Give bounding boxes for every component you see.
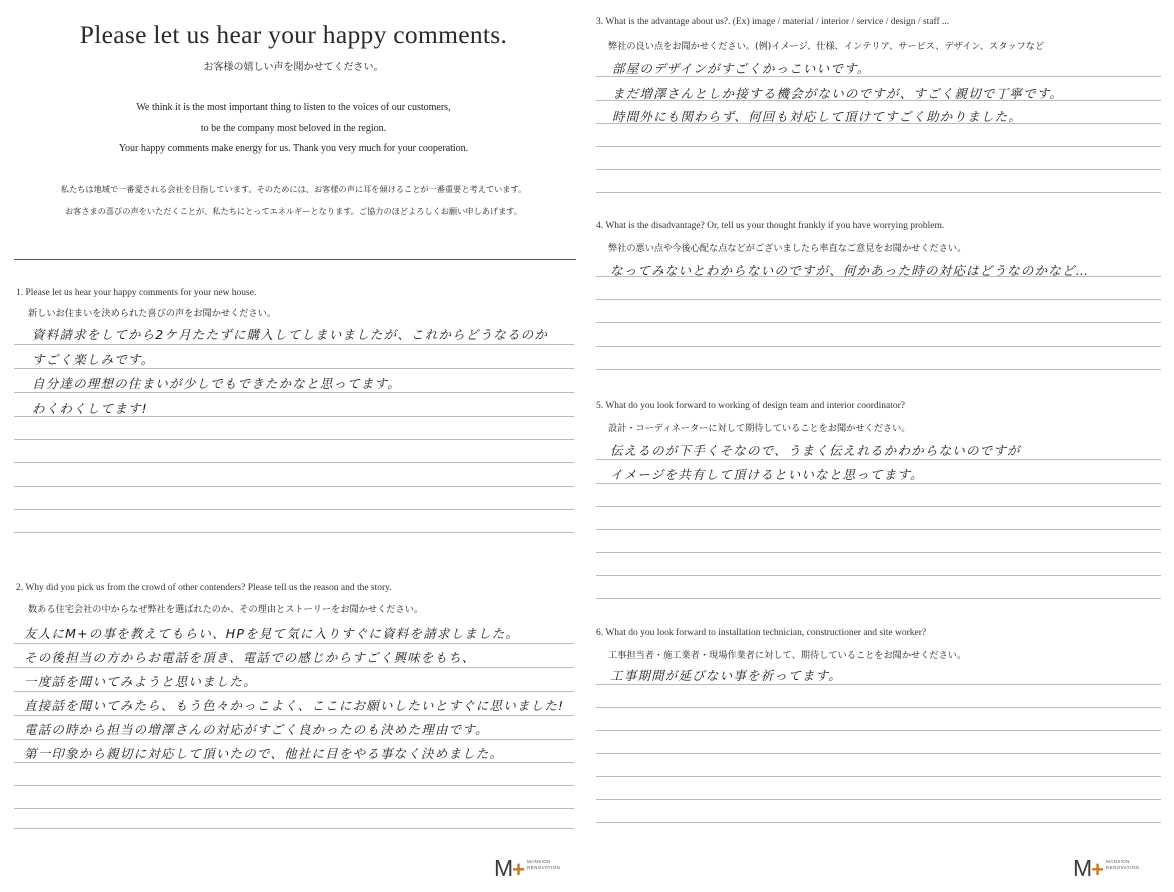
answer-rule (596, 575, 1161, 576)
answer-rule (14, 392, 574, 393)
q2-label-jp: 数ある住宅会社の中からなぜ弊社を選ばれたのか、その理由とストーリーをお聞かせください。 (28, 604, 424, 615)
answer-rule (14, 532, 574, 533)
answer-rule (14, 344, 574, 345)
q2-answer-line: その後担当の方からお電話を頂き、電話での感じからすごく興味をもち、 (24, 650, 476, 665)
answer-rule (14, 739, 574, 740)
q3-label-en: 3. What is the advantage about us?. (Ex) image / material / interior / service / design / staff ... (596, 17, 950, 27)
section-divider (14, 259, 576, 260)
answer-rule (596, 483, 1161, 484)
answer-rule (596, 799, 1161, 800)
q5-label-en: 5. What do you look forward to working of design team and interior coordinator? (596, 401, 906, 411)
answer-rule (14, 462, 574, 463)
q1-answer-line: すごく楽しみです。 (32, 352, 155, 367)
logo-text-line: RENOVATION (1106, 865, 1140, 870)
answer-rule (14, 828, 574, 829)
answer-rule (14, 368, 574, 369)
intro-en-line: We think it is the most important thing to listen to the voices of our customers, (136, 102, 451, 113)
logo-text (1106, 859, 1139, 871)
q1-answer-line: 自分達の理想の住まいが少しでもできたかなと思ってます。 (32, 376, 401, 391)
q2-answer-line: 直接話を聞いてみたら、もう色々かっこよく、ここにお願いしたいとすぐに思いました! (24, 698, 565, 713)
logo-text-line: MANSION (527, 859, 551, 864)
answer-rule (14, 715, 574, 716)
answer-rule (596, 459, 1161, 460)
logo-text-line: MANSION (1106, 859, 1130, 864)
q6-label-jp: 工事担当者・施工業者・現場作業者に対して、期待していることをお聞かせください。 (608, 650, 967, 661)
answer-rule (14, 785, 574, 786)
q1-answer-line: 資料請求をしてから2ケ月たたずに購入してしまいましたが、これからどうなるのか (32, 327, 549, 342)
answer-rule (596, 346, 1161, 347)
answer-rule (596, 146, 1161, 147)
answer-rule (14, 691, 574, 692)
answer-rule (596, 684, 1161, 685)
page-title: Please let us hear your happy comments. (79, 20, 508, 49)
answer-rule (596, 776, 1161, 777)
answer-rule (14, 762, 574, 763)
answer-rule (596, 730, 1161, 731)
answer-rule (14, 486, 574, 487)
logo-text (527, 859, 560, 871)
answer-rule (596, 506, 1161, 507)
answer-rule (596, 552, 1161, 553)
answer-rule (596, 598, 1161, 599)
answer-rule (596, 753, 1161, 754)
answer-rule (596, 369, 1161, 370)
q1-answer-line: わくわくしてます! (32, 401, 148, 416)
answer-rule (596, 276, 1161, 277)
q6-label-en: 6. What do you look forward to installation technician, constructioner and site worker? (596, 628, 927, 638)
logo-plus: + (512, 857, 526, 882)
q2-label-en: 2. Why did you pick us from the crowd of other contenders? Please tell us the reason and the story. (16, 583, 392, 593)
logo-mark: M (1073, 854, 1093, 881)
answer-rule (596, 822, 1161, 823)
answer-rule (14, 509, 574, 510)
answer-rule (596, 123, 1161, 124)
answer-rule (14, 439, 574, 440)
q5-answer-line: 伝えるのが下手くそなので、うまく伝えれるかわからないのですが (610, 443, 1021, 458)
q3-answer-line: 部屋のデザインがすごくかっこいいです。 (612, 61, 871, 76)
q1-label-en: 1. Please let us hear your happy comments for your new house. (16, 288, 257, 298)
intro-jp-line: お客さまの喜びの声をいただくことが、私たちにとってエネルギーとなります。ご協力のほどよろしくお願い申しあげます。 (64, 206, 523, 216)
q5-label-jp: 設計・コーディネーターに対して期待していることをお聞かせください。 (608, 423, 911, 434)
q4-answer-line: なってみないとわからないのですが、何かあった時の対応はどうなのかなど… (610, 263, 1090, 278)
q2-answer-line: 第一印象から親切に対応して頂いたので、他社に目をやる事なく決めました。 (24, 746, 504, 761)
q3-label-jp: 弊社の良い点をお聞かせください。(例)イメージ、仕様、インテリア、サービス、デザイン、スタッフなど (608, 41, 1045, 52)
right-page (587, 0, 1174, 892)
answer-rule (14, 667, 574, 668)
company-logo (494, 856, 560, 880)
answer-rule (14, 416, 574, 417)
answer-rule (14, 808, 574, 809)
intro-jp-line: 私たちは地域で一番愛される会社を目指しています。そのためには、お客様の声に耳を傾けることが一番重要と考えています。 (60, 184, 527, 194)
answer-rule (596, 76, 1161, 77)
intro-en-line: Your happy comments make energy for us. Thank you very much for your cooperation. (118, 143, 469, 154)
answer-rule (596, 100, 1161, 101)
q2-answer-line: 友人にM+の事を教えてもらい、HPを見て気に入りすぐに資料を請求しました。 (24, 626, 520, 641)
q3-answer-line: 時間外にも関わらず、何回も対応して頂けてすごく助かりました。 (612, 109, 1023, 124)
answer-rule (596, 169, 1161, 170)
q4-label-jp: 弊社の悪い点や今後心配な点などがございましたら率直なご意見をお聞かせください。 (608, 243, 967, 254)
answer-rule (596, 529, 1161, 530)
intro-en-line: to be the company most beloved in the region. (200, 123, 387, 134)
logo-mark: M (494, 854, 514, 881)
answer-rule (596, 707, 1161, 708)
q1-label-jp: 新しいお住まいを決められた喜びの声をお聞かせください。 (28, 308, 277, 319)
answer-rule (596, 322, 1161, 323)
answer-rule (14, 643, 574, 644)
answer-rule (596, 192, 1161, 193)
page-subtitle: お客様の嬉しい声を聞かせてください。 (203, 62, 384, 73)
q5-answer-line: イメージを共有して頂けるといいなと思ってます。 (610, 467, 924, 482)
q3-answer-line: まだ増澤さんとしか接する機会がないのですが、すごく親切で丁寧です。 (612, 86, 1064, 101)
q2-answer-line: 電話の時から担当の増澤さんの対応がすごく良かったのも決めた理由です。 (24, 722, 489, 737)
q6-answer-line: 工事期間が延びない事を祈ってます。 (610, 668, 842, 683)
q2-answer-line: 一度話を聞いてみようと思いました。 (24, 674, 257, 689)
q4-label-en: 4. What is the disadvantage? Or, tell us your thought frankly if you have worrying problem. (596, 221, 945, 231)
logo-text-line: RENOVATION (527, 865, 561, 870)
answer-rule (596, 299, 1161, 300)
logo-plus: + (1091, 857, 1105, 882)
company-logo (1073, 856, 1139, 880)
